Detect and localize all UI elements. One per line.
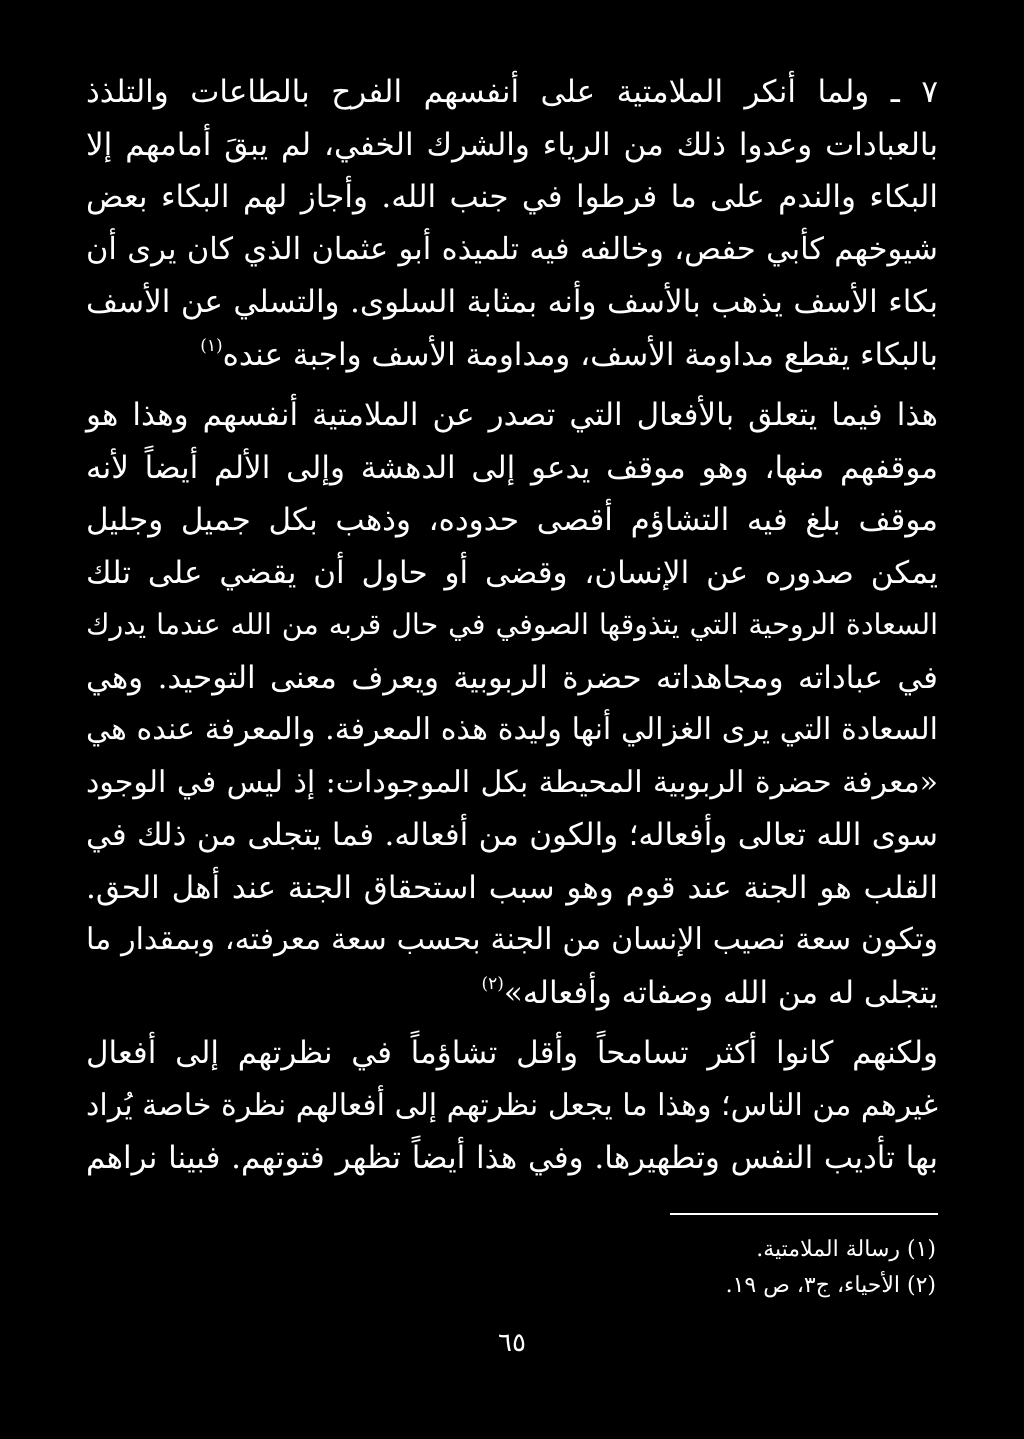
text-line-content: يتجلى له من الله وصفاته وأفعاله»: [503, 974, 938, 1011]
text-line: يمكن صدوره عن الإنسان، وقضى أو حاول أن يقضي على تلك: [86, 554, 938, 591]
text-line: في عباداته ومجاهداته حضرة الربوبية ويعرف معنى التوحيد. وهي: [86, 659, 938, 696]
text-line: بها تأديب النفس وتطهيرها. وفي هذا أيضاً تظهر فتوتهم. فبينا نراهم: [86, 1140, 938, 1176]
text-line: موقفهم منها، وهو موقف يدعو إلى الدهشة وإلى الألم أيضاً لأنه: [86, 449, 938, 486]
text-line: السعادة التي يرى الغزالي أنها وليدة هذه المعرفة. والمعرفة عنده هي: [86, 712, 939, 747]
paragraph-1: [86, 66, 938, 381]
text-line: [86, 329, 938, 382]
text-line: البكاء والندم على ما فرطوا في جنب الله. وأجاز لهم البكاء بعض: [86, 179, 938, 215]
page-number: ٦٥: [498, 1328, 526, 1358]
text-line: «معرفة حضرة الربوبية المحيطة بكل الموجودات: إذ ليس في الوجود: [86, 764, 938, 800]
text-line: سوى الله تعالى وأفعاله؛ والكون من أفعاله. فما يتجلى من ذلك في: [86, 817, 938, 853]
paragraph-2: [86, 389, 938, 1019]
text-line: القلب هو الجنة عند قوم وهو سبب استحقاق الجنة عند أهل الحق.: [86, 869, 938, 906]
text-line: [86, 967, 938, 1020]
text-line-content: بالبكاء يقطع مداومة الأسف، ومداومة الأسف واجبة عنده: [222, 336, 938, 373]
footnote-reference-2: (٢): [481, 973, 504, 994]
text-line: ٧ ـ ولما أنكر الملامتية على أنفسهم الفرح بالطاعات والتلذذ: [86, 74, 938, 110]
text-line: غيرهم من الناس؛ وهذا ما يجعل نظرتهم إلى أفعالهم نظرة خاصة يُراد: [86, 1087, 938, 1123]
body-text: [86, 66, 938, 1185]
footnote-2: (٢) الأحياء، ج٣، ص ١٩.: [725, 1273, 936, 1298]
text-line: شيوخهم كأبي حفص، وخالفه فيه تلميذه أبو عثمان الذي كان يرى أن: [86, 231, 938, 267]
footnote-reference-1: (١): [200, 335, 223, 356]
text-line: وتكون سعة نصيب الإنسان من الجنة بحسب سعة معرفته، وبمقدار ما: [86, 922, 938, 957]
text-line: بالعبادات وعدوا ذلك من الرياء والشرك الخفي، لم يبقَ أمامهم إلا: [86, 126, 938, 163]
footnote-divider: [670, 1213, 938, 1215]
text-line: بكاء الأسف يذهب بالأسف وأنه بمثابة السلوى. والتسلي عن الأسف: [86, 284, 938, 320]
footnotes: [536, 1232, 936, 1304]
paragraph-3: [86, 1027, 938, 1185]
text-line: موقف بلغ فيه التشاؤم أقصى حدوده، وذهب بكل جميل وجليل: [86, 502, 938, 538]
text-line: ولكنهم كانوا أكثر تسامحاً وأقل تشاؤماً في نظرتهم إلى أفعال: [86, 1035, 938, 1071]
text-line: السعادة الروحية التي يتذوقها الصوفي في حال قربه من الله عندما يدرك: [86, 608, 938, 641]
text-line: هذا فيما يتعلق بالأفعال التي تصدر عن الملامتية أنفسهم وهذا هو: [86, 397, 938, 433]
footnote-1: (١) رسالة الملامتية.: [756, 1237, 936, 1262]
